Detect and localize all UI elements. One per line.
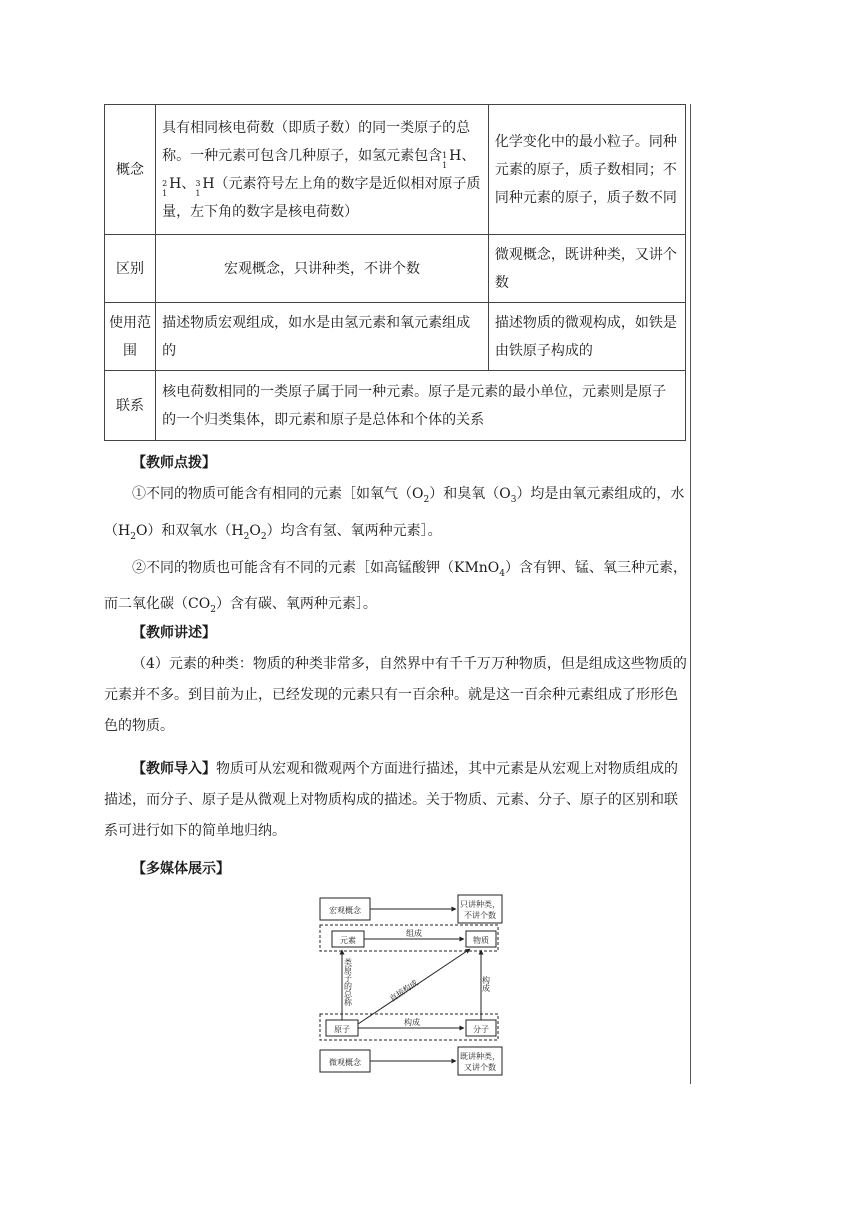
element-difference-cell: 宏观概念，只讲种类，不讲个数: [156, 235, 489, 303]
substance-element-atom-diagram: [318, 890, 510, 1080]
macro-note-2: 不讲个数: [464, 911, 496, 920]
intro-paragraph: 【教师导入】物质可从宏观和微观两个方面进行描述，其中元素是从宏观上对物质组成的描述，而分子、原子是从微观上对物质构成的描述。关于物质、元素、分子、原子的区别和联系可进行如下的简单地归纳。: [104, 761, 678, 839]
row-label: 概念: [105, 105, 156, 235]
row-label: 使用范围: [105, 303, 156, 371]
element-atom-comparison-table: [104, 104, 686, 441]
constitute2-label: 构成: [404, 1018, 420, 1027]
section-heading: 【教师讲述】: [132, 625, 216, 641]
row-label: 区别: [105, 235, 156, 303]
lecture-paragraph: （4）元素的种类：物质的种类非常多，自然界中有千千万万种物质，但是组成这些物质的元素并不多。到目前为止，已经发现的元素只有一百余种。就是这一百余种元素组成了形形色色的物质。: [104, 656, 687, 734]
element-concept-cell: 具有相同核电荷数（即质子数）的同一类原子的总称。一种元素可包含几种原子，如氢元素包含 1 1 H、 2 1 H、 3 1 H（元素符号左上角的数字是近似相对原子质量，左下角的数字是核电荷数）: [156, 105, 489, 235]
category-label: 类原子的总称: [343, 958, 353, 1006]
tip-paragraph-2: ②不同的物质也可能含有不同的元素［如高锰酸钾（KMnO$_4$）含有钾、锰、氧三种元素，而二氧化碳$(CO_2)$含有碳、氧两种元素］。: [104, 559, 688, 616]
page-margin-line: [690, 104, 691, 1084]
section-heading: 【多媒体展示】: [132, 861, 230, 877]
row-label: 联系: [105, 371, 156, 441]
table-row-relation: [105, 371, 686, 441]
relation-cell: 核电荷数相同的一类原子属于同一种元素。原子是元素的最小单位，元素则是原子的一个归类集体，即元素和原子是总体和个体的关系: [156, 371, 686, 441]
atom-usage-cell: 描述物质的微观构成，如铁是由铁原子构成的: [488, 303, 685, 371]
macro-note-1: 只讲种类，: [460, 900, 500, 909]
table-row-difference: [105, 235, 686, 303]
teacher-intro-section: [104, 754, 688, 847]
constitute-label: 构成: [481, 976, 491, 992]
media-section: [104, 854, 688, 885]
micro-label: 微观概念: [329, 1058, 361, 1067]
atom-label: 原子: [334, 1025, 350, 1034]
section-heading: 【教师点拨】: [132, 455, 216, 471]
micro-note-2: 又讲个数: [464, 1063, 496, 1072]
direct-constitute-label: 直接构成: [388, 978, 420, 1004]
atom-difference-cell: 微观概念，既讲种类，又讲个数: [488, 235, 685, 303]
element-usage-cell: 描述物质宏观组成，如水是由氢元素和氧元素组成的: [156, 303, 489, 371]
teacher-tip-section: [104, 448, 688, 626]
micro-note-1: 既讲种类，: [460, 1052, 500, 1061]
table-row-usage: [105, 303, 686, 371]
atom-concept-cell: 化学变化中的最小粒子。同种元素的原子，质子数相同；不同种元素的原子，质子数不同: [488, 105, 685, 235]
table-row-concept: [105, 105, 686, 235]
element-label: 元素: [340, 936, 356, 945]
substance-label: 物质: [473, 936, 489, 945]
tip-paragraph-1: ①不同的物质可能含有相同的元素［如氧气$(O_2)$和臭氧$(O_3)$均是由氧元素组成的，水$(H_2O)$和双氧水$(H_2O_2)$均含有氢、氧两种元素］。: [104, 486, 685, 542]
molecule-label: 分子: [473, 1025, 489, 1034]
section-heading: 【教师导入】: [132, 761, 216, 777]
macro-label: 宏观概念: [329, 906, 361, 915]
teacher-lecture-section: [104, 618, 688, 742]
compose-label: 组成: [406, 929, 422, 938]
